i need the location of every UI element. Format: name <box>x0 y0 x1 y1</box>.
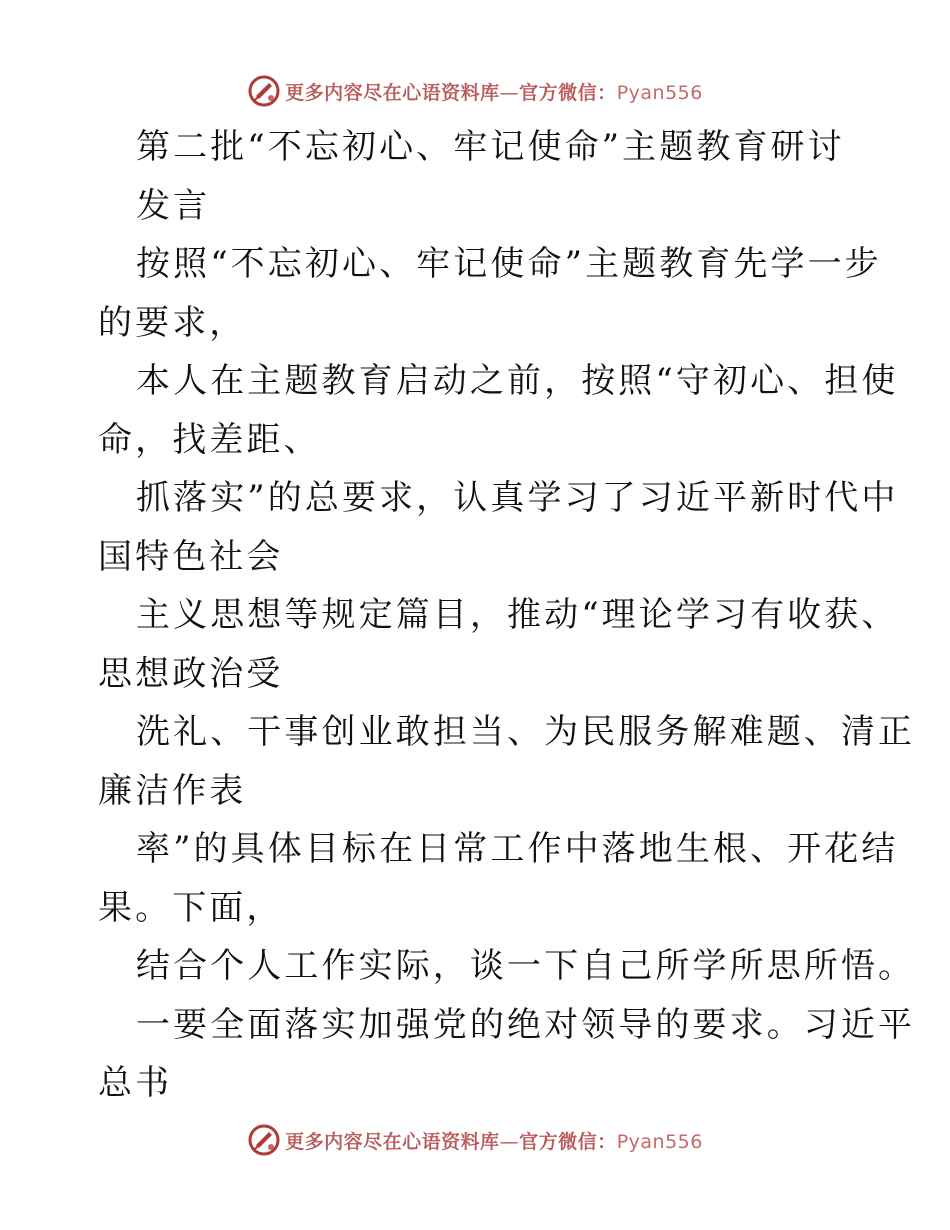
watermark-wechat-label: 官方微信： <box>519 1130 617 1153</box>
text-line: 本人在主题教育启动之前，按照“守初心、担使 <box>136 361 899 401</box>
text-line: 洗礼、干事创业敢担当、为民服务解难题、清正 <box>136 712 916 752</box>
text-line: 廉洁作表 <box>98 770 247 811</box>
footer-watermark <box>0 1120 950 1160</box>
text-line: 总书 <box>98 1063 173 1103</box>
text-line: 抓落实”的总要求，认真学习了习近平新时代中 <box>136 478 899 518</box>
watermark-brand: 更多内容尽在心语资料库 <box>285 1130 500 1153</box>
text-line: 主义思想等规定篇目，推动“理论学习有收获、 <box>136 595 899 635</box>
watermark-wechat-id: Pyan556 <box>616 1130 703 1153</box>
watermark-separator: — <box>499 1130 520 1153</box>
text-line: 结合个人工作实际，谈一下自己所学所思所悟。 <box>136 946 916 986</box>
text-line: 命，找差距、 <box>98 419 321 460</box>
header-watermark <box>0 71 950 111</box>
text-line: 果。下面， <box>98 887 284 928</box>
red-seal-logo-icon <box>247 74 281 108</box>
watermark-text <box>285 1127 703 1154</box>
text-line: 国特色社会 <box>98 536 284 577</box>
text-line: 率”的具体目标在日常工作中落地生根、开花结 <box>136 829 899 869</box>
watermark-wechat-label: 官方微信： <box>519 81 617 104</box>
text-line: 一要全面落实加强党的绝对领导的要求。习近平 <box>136 1004 916 1045</box>
text-line: 思想政治受 <box>98 653 284 694</box>
text-line: 发言 <box>136 185 211 226</box>
text-line: 按照“不忘初心、牢记使命”主题教育先学一步 <box>136 244 882 284</box>
text-line: 第二批“不忘初心、牢记使命”主题教育研讨 <box>136 127 845 167</box>
watermark-wechat-id: Pyan556 <box>616 81 703 104</box>
red-seal-logo-icon <box>247 1123 281 1157</box>
watermark-brand: 更多内容尽在心语资料库 <box>285 81 500 104</box>
text-line: 的要求， <box>98 302 247 343</box>
watermark-text <box>285 78 703 105</box>
watermark-separator: — <box>499 81 520 104</box>
document-body <box>98 118 916 1113</box>
